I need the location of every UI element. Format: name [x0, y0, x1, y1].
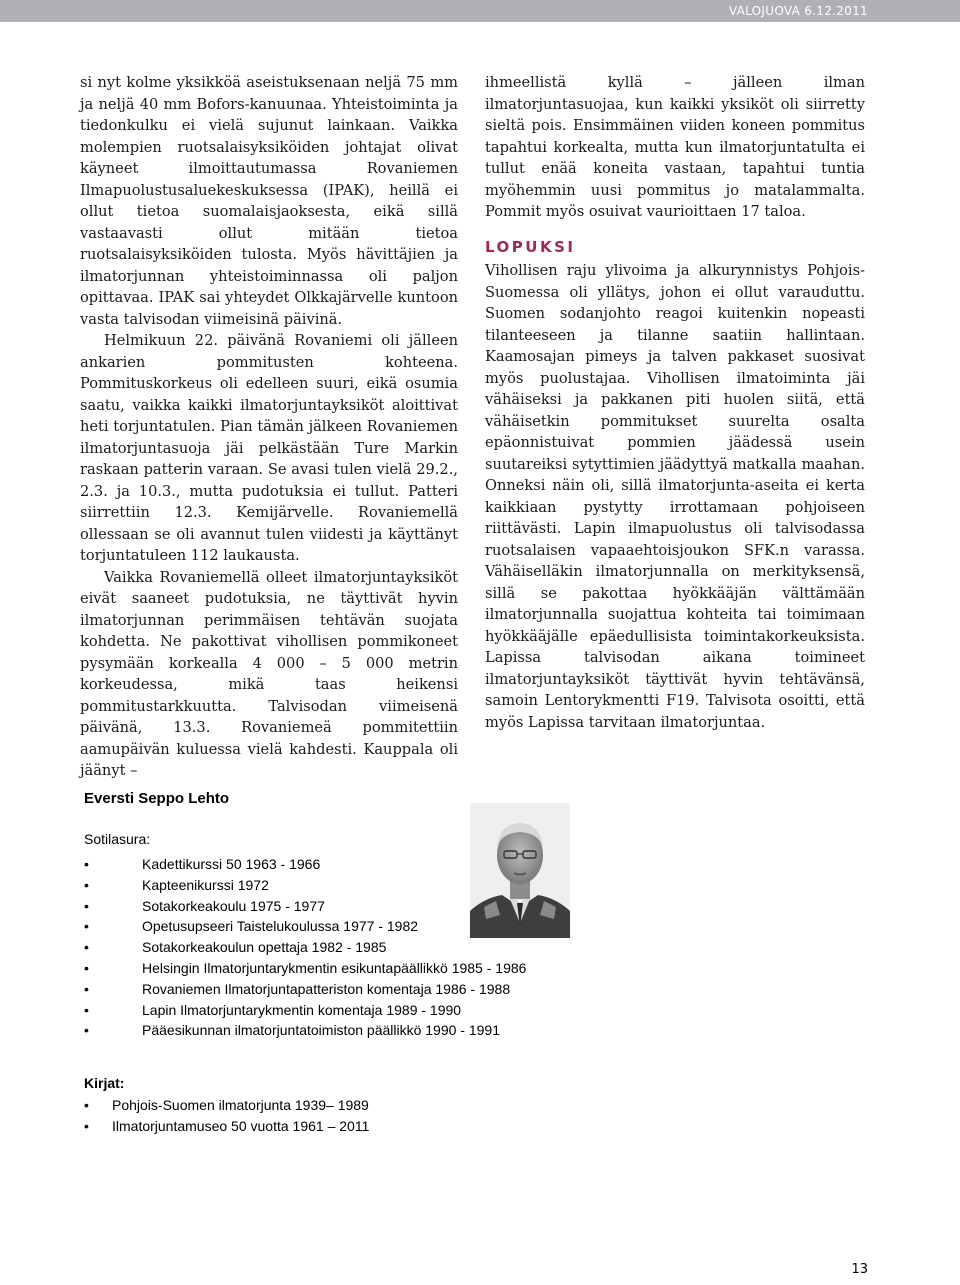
books-list: [80, 1095, 640, 1137]
portrait-image: [470, 803, 570, 938]
books-label: Kirjat:: [84, 1075, 125, 1092]
right-column: [485, 72, 865, 733]
header-label: VALOJUOVA 6.12.2011: [728, 4, 868, 18]
paragraph: ihmeellistä kyllä – jälleen ilman ilmatorjuntasuojaa, kun kaikki yksiköt oli siirretty sieltä pois. Ensimmäinen viiden koneen pommitus tapahtui korkealta, mutta kun ilmatorjuntatulta ei tullut enää koneita vastaan, tapahtui tuntia myöhemmin uusi pommitus jo matalammalta. Pommit myös osuivat vaurioittaen 17 taloa.: [485, 74, 865, 220]
section-heading: LOPUKSI: [485, 237, 576, 256]
list-item: • Pohjois-Suomen ilmatorjunta 1939– 1989: [84, 1097, 369, 1114]
page-number: 13: [851, 1262, 868, 1277]
portrait-photo: [470, 803, 570, 938]
paragraph: Helmikuun 22. päivänä Rovaniemi oli jälleen ankarien pommitusten kohteena. Pommituskorkeus oli edelleen suuri, eikä osumia saatu, vaikka kaikki ilmatorjuntayksiköt aloittivat heti torjuntatulen. Pian tämän jälkeen Rovaniemen ilmatorjuntasuoja jäi pelkästään Ture Markin raskaan patterin varaan. Se avasi tulen vielä 29.2., 2.3. ja 10.3., mutta pudotuksia ei tullut. Patteri siirrettiin 12.3. Kemijärvelle. Rovaniemellä ollessaan se oli avannut tulen viidesti ja käyttänyt torjuntatuleen 112 laukausta.: [80, 332, 458, 564]
career-label: Sotilasura:: [84, 831, 151, 847]
list-item: • Sotakorkeakoulu 1975 - 1977: [84, 897, 325, 914]
list-item: • Kapteenikurssi 1972: [84, 876, 269, 893]
list-item: • Lapin Ilmatorjuntarykmentin komentaja 1989 - 1990: [84, 1001, 462, 1018]
list-item: • Helsingin Ilmatorjuntarykmentin esikuntapäällikkö 1985 - 1986: [84, 959, 527, 976]
bio-name: Eversti Seppo Lehto: [84, 790, 230, 807]
list-item: • Rovaniemen Ilmatorjuntapatteriston komentaja 1986 - 1988: [84, 980, 511, 997]
list-item: • Kadettikurssi 50 1963 - 1966: [84, 856, 321, 872]
list-item: • Pääesikunnan ilmatorjuntatoimiston päällikkö 1990 - 1991: [84, 1022, 500, 1039]
paragraph: Vihollisen raju ylivoima ja alkurynnistys Pohjois-Suomessa oli yllätys, johon ei ollut varauduttu. Suomen sodanjohto reagoi kuitenkin nopeasti tilanteeseen ja tilanne saatiin hallintaan. Kaamosajan pimeys ja talven pakkaset suosivat myös puolustajaa. Vihollisen ilmatoiminta jäi vähäiseksi ja pakkanen piti huolen siitä, että vähäisetkin pommitukset suurelta osalta epäonnistuivat pommien jäädessä usein suutareiksi sytyttimien jäädyttyä matkalla maahan. Onneksi näin oli, sillä ilmatorjunta-aseita ei kerta kaikkiaan pystytty irrottamaan pohjoiseen riittävästi. Lapin ilmapuolustus oli talvisodassa ruotsalaisen vapaaehtoisjoukon SFK.n varassa. Vähäiselläkin ilmatorjunnalla on merkityksensä, sillä se pakottaa hyökkääjän välttämään ilmatorjunnalla suojattua kohteita tai toimimaan hyökkääjälle epäedullisista toimintakorkeuksista. Lapissa talvisodan aikana toimineet ilmatorjuntayksiköt täyttivät hyvin tehtävänsä, samoin Lentorykmentti F19. Talvisota osoitti, että myös Lapissa tarvitaan ilmatorjuntaa.: [485, 262, 865, 731]
left-column: [80, 72, 458, 782]
paragraph: Vaikka Rovaniemellä olleet ilmatorjuntayksiköt eivät saaneet pudotuksia, ne täyttivät hyvin ilmatorjunnan perimmäisen tehtävän suojata kohdetta. Ne pakottivat vihollisen pommikoneet pysymään korkealla 4 000 – 5 000 metrin korkeudessa, mikä taas heikensi pommitustarkkuutta. Talvisodan viimeisenä päivänä, 13.3. Rovaniemeä pommitettiin aamupäivän kuluessa vielä kahdesti. Kauppala oli jäänyt –: [80, 568, 458, 779]
list-item: • Ilmatorjuntamuseo 50 vuotta 1961 – 2011: [84, 1117, 370, 1134]
list-item: • Sotakorkeakoulun opettaja 1982 - 1985: [84, 939, 387, 956]
list-item: • Opetusupseeri Taistelukoulussa 1977 - 1982: [84, 918, 419, 935]
header-bar: [0, 0, 960, 22]
paragraph: si nyt kolme yksikköä aseistuksenaan neljä 75 mm ja neljä 40 mm Bofors-kanuunaa. Yhteistoiminta ja tiedonkulku ei vielä sujunut lainkaan. Vaikka molempien ruotsalaisyksiköiden johtajat olivat käyneet ilmoittautumassa Rovaniemen Ilmapuolustusaluekeskuksessa (IPAK), heillä ei ollut tietoa suomalaisjaoksesta, eikä sillä vastaavasti ollut mitään tietoa ruotsalaisyksiköiden tulosta. Myös hävittäjien ja ilmatorjunnan yhteistoiminnassa oli paljon opittavaa. IPAK sai yhteydet Olkkajärvelle kuntoon vasta talvisodan viimeisinä päivinä.: [80, 74, 458, 328]
